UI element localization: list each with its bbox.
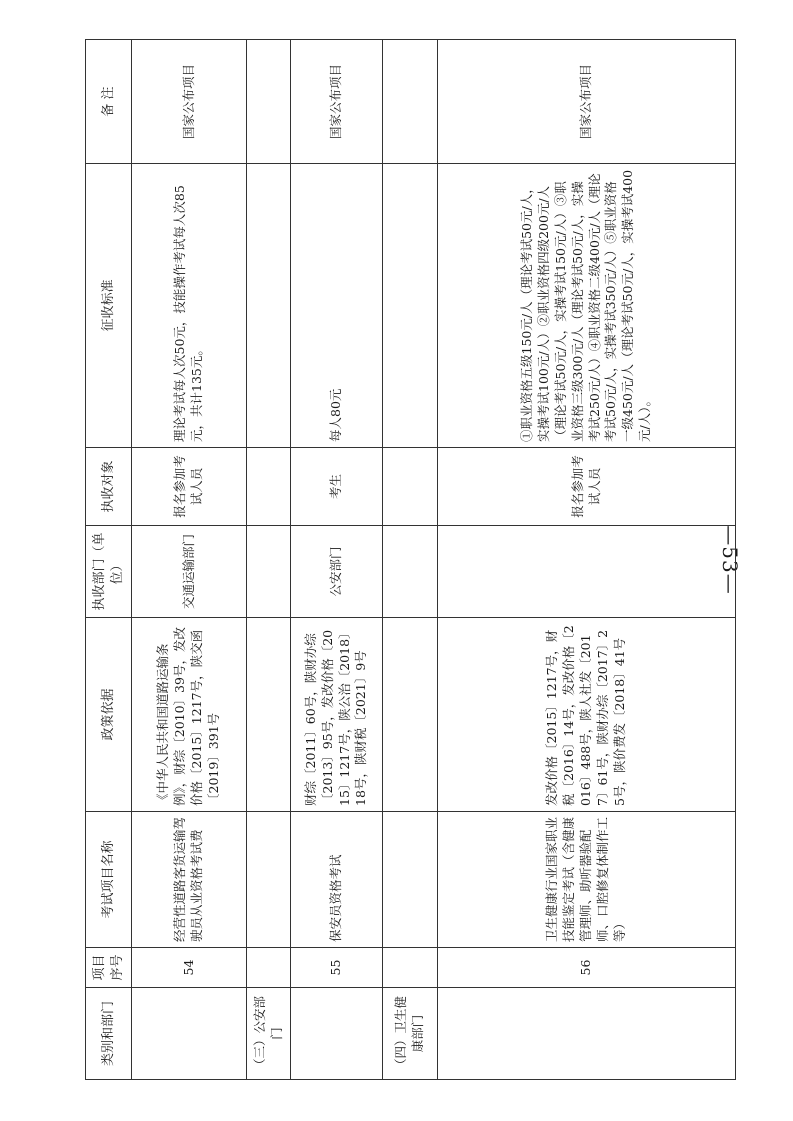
cell-standard xyxy=(383,164,438,448)
cell-target xyxy=(383,448,438,526)
cell-category: （三）公安部门 xyxy=(247,988,291,1080)
cell-name xyxy=(383,812,438,948)
cell-standard: 每人80元 xyxy=(291,164,383,448)
cell-remark xyxy=(247,40,291,164)
cell-name xyxy=(247,812,291,948)
cell-category xyxy=(132,988,247,1080)
cell-remark: 国家公布项目 xyxy=(438,40,736,164)
fee-table-container xyxy=(85,40,735,1080)
cell-remark: 国家公布项目 xyxy=(291,40,383,164)
header-standard: 征收标准 xyxy=(86,164,132,448)
table-header-row xyxy=(86,40,132,1080)
cell-target: 报名参加考试人员 xyxy=(438,448,736,526)
cell-standard: 理论考试每人次50元，技能操作考试每人次85元，共计135元。 xyxy=(132,164,247,448)
cell-target xyxy=(247,448,291,526)
cell-standard: ①职业资格五级150元/人（理论考试50元/人，实操考试100元/人）②职业资格四级200元/人（理论考试50元/人，实操考试150元/人）③职业资格三级300元/人（理论考试50元/人，实操考试250元/人）④职业资格二级400元/人（理论考试50元/人，实操考试350元/人）⑤职业资格一级450元/人（理论考试50元/人，实操考试400元/人）。 xyxy=(438,164,736,448)
table-row xyxy=(383,40,438,1080)
cell-dept xyxy=(247,526,291,618)
cell-dept: 公安部门 xyxy=(291,526,383,618)
cell-remark: 国家公布项目 xyxy=(132,40,247,164)
cell-dept: 交通运输部门 xyxy=(132,526,247,618)
cell-target: 考生 xyxy=(291,448,383,526)
page-number: —53— xyxy=(718,525,742,595)
cell-category: （四）卫生健康部门 xyxy=(383,988,438,1080)
cell-basis: 发改价格〔2015〕1217号，财税〔2016〕14号，发改价格〔2016〕488号，陕人社发〔2017〕61号，陕财办综〔2017〕25号，陕价费发〔2018〕41号 xyxy=(438,618,736,812)
fee-table xyxy=(85,39,736,1080)
table-row xyxy=(438,40,736,1080)
cell-category xyxy=(438,988,736,1080)
cell-dept xyxy=(438,526,736,618)
header-basis: 政策依据 xyxy=(86,618,132,812)
cell-name: 经营性道路客货运输驾驶员从业资格考试费 xyxy=(132,812,247,948)
cell-target: 报名参加考试人员 xyxy=(132,448,247,526)
cell-name: 卫生健康行业国家职业技能鉴定考试（含健康管理师、助听器验配师、口腔修复体制作工等） xyxy=(438,812,736,948)
table-row xyxy=(247,40,291,1080)
cell-dept xyxy=(383,526,438,618)
cell-basis xyxy=(383,618,438,812)
cell-basis xyxy=(247,618,291,812)
header-category: 类别和部门 xyxy=(86,988,132,1080)
header-target: 执收对象 xyxy=(86,448,132,526)
header-remark: 备 注 xyxy=(86,40,132,164)
cell-name: 保安员资格考试 xyxy=(291,812,383,948)
table-row xyxy=(291,40,383,1080)
cell-seq xyxy=(383,948,438,988)
header-name: 考试项目名称 xyxy=(86,812,132,948)
cell-category xyxy=(291,988,383,1080)
cell-remark xyxy=(383,40,438,164)
cell-basis: 《中华人民共和国道路运输条例》，财综〔2010〕39号，发改价格〔2015〕1217号，陕交函〔2019〕391号 xyxy=(132,618,247,812)
cell-seq: 56 xyxy=(438,948,736,988)
cell-seq: 54 xyxy=(132,948,247,988)
header-dept: 执收部门（单位） xyxy=(86,526,132,618)
cell-seq: 55 xyxy=(291,948,383,988)
header-seq: 项目序号 xyxy=(86,948,132,988)
cell-basis: 财综〔2011〕60号，陕财办综〔2013〕95号，发改价格〔2015〕1217号，陕公治〔2018〕18号，陕财税〔2021〕9号 xyxy=(291,618,383,812)
table-row xyxy=(132,40,247,1080)
cell-seq xyxy=(247,948,291,988)
cell-standard xyxy=(247,164,291,448)
